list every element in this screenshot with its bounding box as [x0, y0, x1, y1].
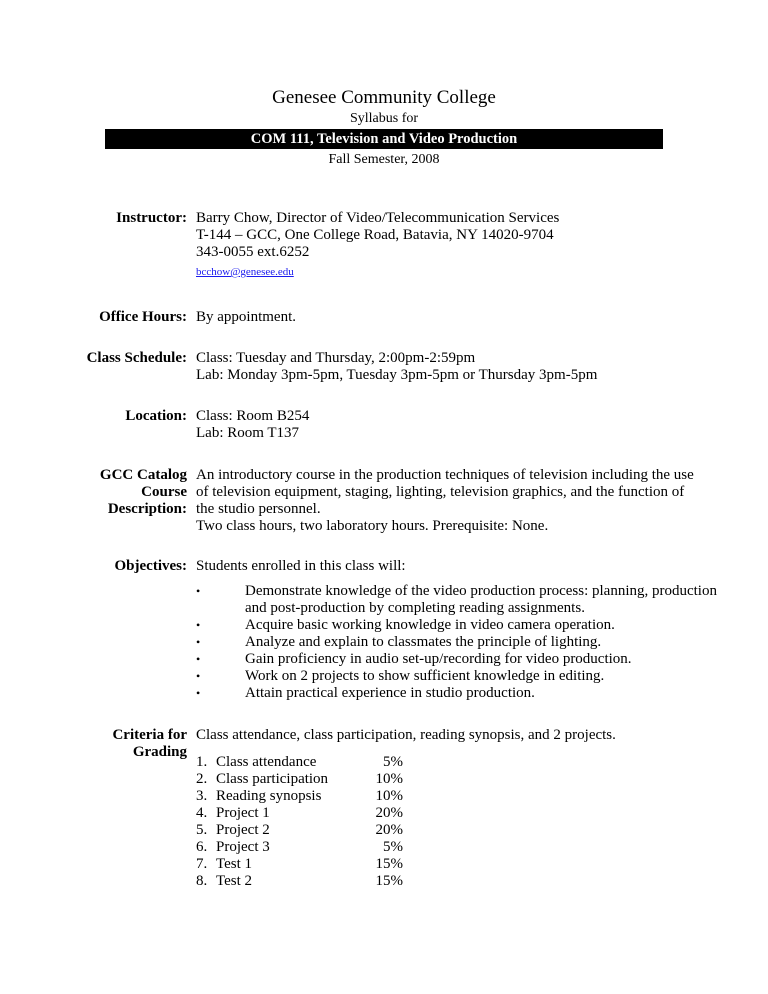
- bullet-icon: •: [196, 669, 201, 683]
- bullet-icon: •: [196, 635, 201, 649]
- grading-percent: 10%: [375, 788, 403, 804]
- description-label-line-3: Description:: [107, 501, 187, 517]
- objective-text: Demonstrate knowledge of the video production process: planning, production: [245, 583, 717, 599]
- lab-time: Lab: Monday 3pm-5pm, Tuesday 3pm-5pm or Thursday 3pm-5pm: [196, 367, 598, 383]
- description-label-line-2: Course: [141, 484, 187, 500]
- instructor-address: T-144 – GCC, One College Road, Batavia, NY 14020-9704: [196, 227, 554, 243]
- list-item: [196, 634, 736, 651]
- grading-percent: 5%: [383, 754, 403, 770]
- grading-intro: Class attendance, class participation, reading synopsis, and 2 projects.: [196, 727, 616, 743]
- lab-room: Lab: Room T137: [196, 425, 300, 441]
- instructor-details: [196, 210, 736, 280]
- office-hours-label: Office Hours:: [99, 309, 187, 325]
- table-row: [196, 822, 736, 839]
- grading-number: 5.: [196, 822, 208, 838]
- college-name: Genesee Community College: [272, 87, 496, 108]
- description-label-line-1: GCC Catalog: [99, 467, 187, 483]
- grading-number: 7.: [196, 856, 208, 872]
- instructor-phone: 343-0055 ext.6252: [196, 244, 310, 260]
- grading-content: [196, 727, 736, 890]
- table-row: [196, 839, 736, 856]
- objectives-intro: Students enrolled in this class will:: [196, 558, 406, 574]
- grading-number: 4.: [196, 805, 208, 821]
- bullet-icon: •: [196, 686, 201, 700]
- bullet-icon: •: [196, 652, 201, 666]
- objective-text: Attain practical experience in studio production.: [245, 685, 535, 701]
- grading-percent: 15%: [375, 873, 403, 889]
- instructor-name-title: Barry Chow, Director of Video/Telecommunication Services: [196, 210, 560, 226]
- course-description-text: [196, 467, 736, 535]
- course-title-bar: COM 111, Television and Video Production: [105, 129, 663, 149]
- location-label: Location:: [125, 408, 187, 424]
- grading-number: 6.: [196, 839, 208, 855]
- description-line: the studio personnel.: [196, 501, 321, 517]
- class-schedule-label: Class Schedule:: [86, 350, 187, 366]
- table-row: [196, 771, 736, 788]
- office-hours-value: By appointment.: [196, 309, 296, 325]
- list-item: [196, 651, 736, 668]
- objectives-content: [196, 558, 736, 702]
- course-description-label: [0, 467, 187, 518]
- list-item: [196, 685, 736, 702]
- table-row: [196, 788, 736, 805]
- grading-percent: 5%: [383, 839, 403, 855]
- grading-percent: 15%: [375, 856, 403, 872]
- grading-item: Reading synopsis: [216, 788, 322, 804]
- bullet-icon: •: [196, 618, 201, 632]
- objective-text: and post-production by completing reading assignments.: [245, 600, 585, 616]
- grading-item: Class attendance: [216, 754, 317, 770]
- list-item: [196, 668, 736, 685]
- grading-item: Class participation: [216, 771, 329, 787]
- instructor-label: Instructor:: [116, 210, 187, 226]
- grading-label-line-1: Criteria for: [112, 727, 187, 743]
- table-row: [196, 856, 736, 873]
- table-row: [196, 754, 736, 771]
- description-line: An introductory course in the production techniques of television including the use: [196, 467, 694, 483]
- grading-number: 8.: [196, 873, 208, 889]
- document-header: [0, 86, 768, 169]
- objectives-list: [196, 583, 736, 702]
- class-time: Class: Tuesday and Thursday, 2:00pm-2:59pm: [196, 350, 476, 366]
- syllabus-for-text: Syllabus for: [349, 111, 419, 126]
- grading-number: 3.: [196, 788, 208, 804]
- list-item: [196, 617, 736, 634]
- objective-text: Acquire basic working knowledge in video camera operation.: [245, 617, 615, 633]
- grading-item: Test 1: [216, 856, 253, 872]
- grading-percent: 20%: [375, 822, 403, 838]
- grading-number: 1.: [196, 754, 208, 770]
- grading-item: Project 2: [216, 822, 270, 838]
- grading-label-line-2: Grading: [132, 744, 187, 760]
- table-row: [196, 805, 736, 822]
- grading-list: [196, 754, 736, 890]
- description-line: of television equipment, staging, lighting, television graphics, and the function of: [196, 484, 685, 500]
- grading-percent: 20%: [375, 805, 403, 821]
- grading-item: Project 3: [216, 839, 270, 855]
- objective-text: Gain proficiency in audio set-up/recording for video production.: [245, 651, 632, 667]
- grading-item: Project 1: [216, 805, 270, 821]
- grading-label: [0, 727, 187, 761]
- location-details: [196, 408, 736, 442]
- grading-number: 2.: [196, 771, 208, 787]
- description-line: Two class hours, two laboratory hours. Prerequisite: None.: [196, 518, 549, 534]
- list-item: [196, 583, 736, 617]
- objective-text: Analyze and explain to classmates the principle of lighting.: [245, 634, 602, 650]
- instructor-email-link[interactable]: bcchow@genesee.edu: [196, 266, 294, 278]
- table-row: [196, 873, 736, 890]
- objective-text: Work on 2 projects to show sufficient knowledge in editing.: [245, 668, 605, 684]
- grading-percent: 10%: [375, 771, 403, 787]
- class-schedule-details: [196, 350, 736, 384]
- class-room: Class: Room B254: [196, 408, 310, 424]
- objectives-label: Objectives:: [114, 558, 187, 574]
- bullet-icon: •: [196, 584, 201, 598]
- grading-item: Test 2: [216, 873, 253, 889]
- semester-text: Fall Semester, 2008: [328, 152, 440, 167]
